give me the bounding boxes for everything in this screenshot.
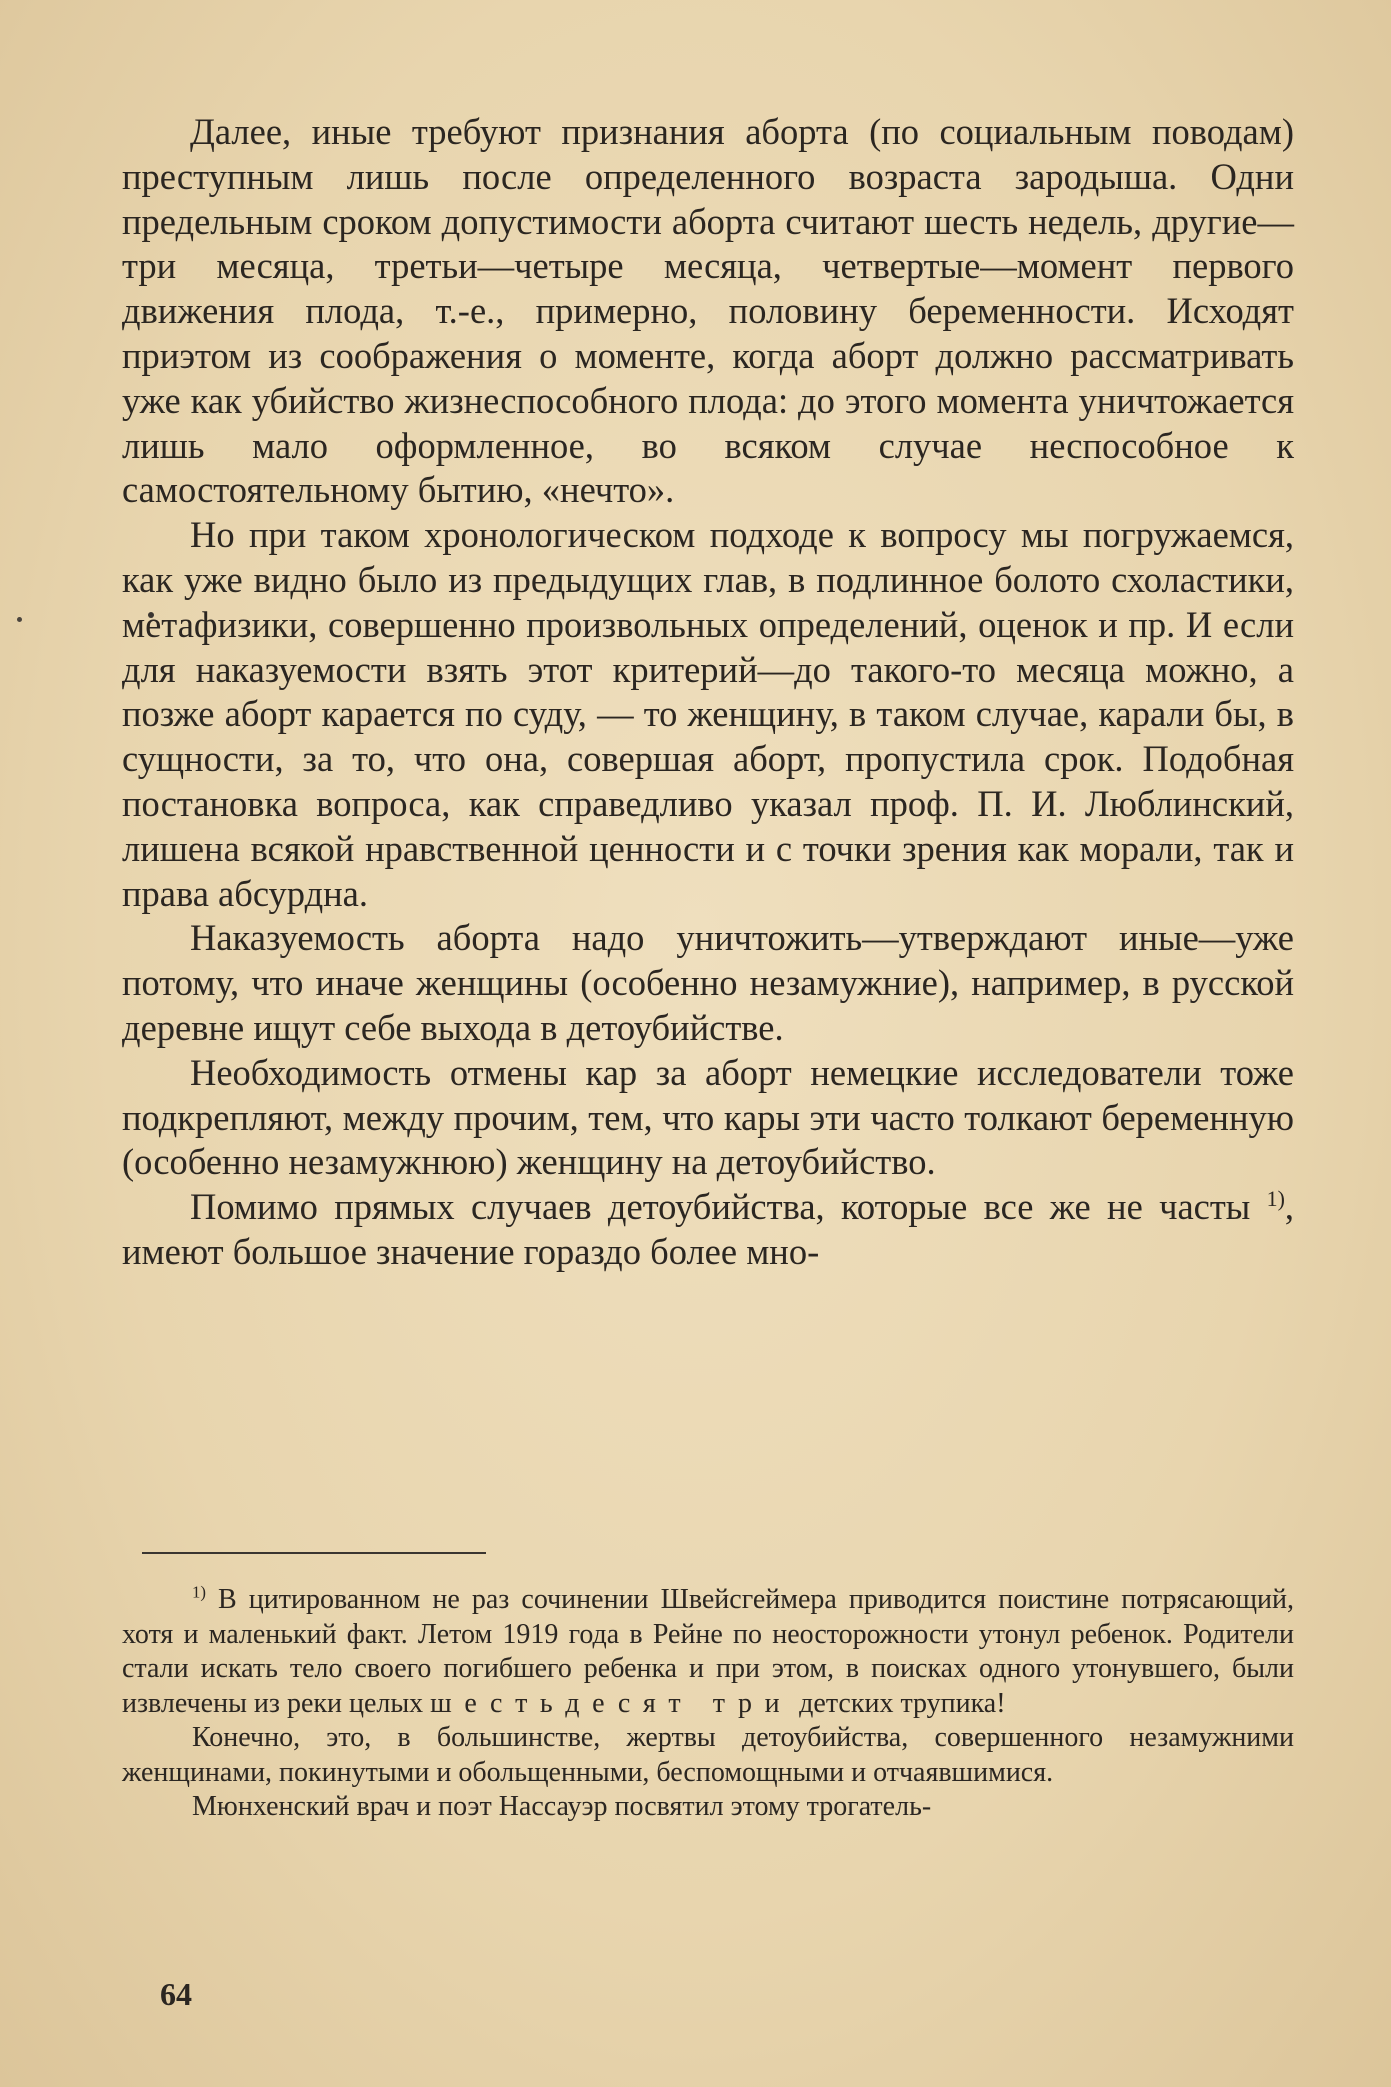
footnote: [122, 1583, 1294, 1721]
footnote-continuation: Конечно, это, в большинстве, жертвы детоубийства, совершенного незамужними женщинами, покинутыми и обольщенными, беспомощными и отчаявшимися.: [122, 1722, 1294, 1788]
footnote-marker: 1): [192, 1582, 206, 1602]
paragraph-text-continued: , имеют большое значение гораздо более мно-: [122, 1186, 1295, 1272]
footnote-text-end: детских трупика!: [799, 1687, 1006, 1719]
footnote-text: В цитированном не раз сочинении Швейсгеймера приводится поистине потрясающий, хотя и маленький факт. Летом 1919 года в Рейне по неосторожности утонул ребенок. Родители стали искать тело своего погибшего ребенка и при этом, в поисках одного утонувшего, были извлечены из реки целых: [122, 1584, 1294, 1719]
paragraph-text: Помимо прямых случаев детоубийства, которые все же не часты: [190, 1186, 1251, 1228]
page-number: 64: [160, 1976, 192, 2012]
paragraph: Наказуемость аборта надо уничтожить—утверждают иные—уже потому, что иначе женщины (особенно незамужние), например, в русской деревне ищут себе выхода в детоубийстве.: [122, 917, 1294, 1048]
footnotes: [122, 1583, 1294, 1825]
paragraph: Далее, иные требуют признания аборта (по социальным поводам) преступным лишь после определенного возраста зародыша. Одни предельным сроком допустимости аборта считают шесть недель, другие—три месяца, третьи—четыре месяца, четвертые—момент первого движения плода, т.-е., примерно, половину беременности. Исходят приэтом из соображения о моменте, когда аборт должно рассматривать уже как убийство жизнеспособного плода: до этого момента уничтожается лишь мало оформленное, во всяком случае неспособное к самостоятельному бытию, «нечто».: [122, 111, 1294, 511]
footnote-emphasis: шестьдесят три: [430, 1687, 793, 1719]
paragraph: Но при таком хронологическом подходе к вопросу мы погружаемся, как уже видно было из предыдущих глав, в подлинное болото схоластики, метафизики, совершенно произвольных определений, оценок и пр. И если для наказуемости взять этот критерий—до такого-то месяца можно, а позже аборт карается по суду, — то женщину, в таком случае, карали бы, в сущности, за то, что она, совершая аборт, пропустила срок. Подобная постановка вопроса, как справедливо указал проф. П. И. Люблинский, лишена всякой нравственной ценности и с точки зрения как морали, так и права абсурдна.: [122, 514, 1294, 914]
footnote-divider: [142, 1552, 486, 1554]
main-text: [122, 110, 1294, 1275]
footnote-reference: 1): [1266, 1185, 1285, 1211]
paragraph-with-footnote: [122, 1185, 1294, 1275]
footnote-continuation: Мюнхенский врач и поэт Нассауэр посвятил этому трогатель-: [192, 1791, 932, 1822]
stray-dot-mark: [17, 617, 22, 622]
paragraph: Необходимость отмены кар за аборт немецкие исследователи тоже подкрепляют, между прочим, тем, что кары эти часто толкают беременную (особенно незамужнюю) женщину на детоубийство.: [122, 1051, 1294, 1183]
